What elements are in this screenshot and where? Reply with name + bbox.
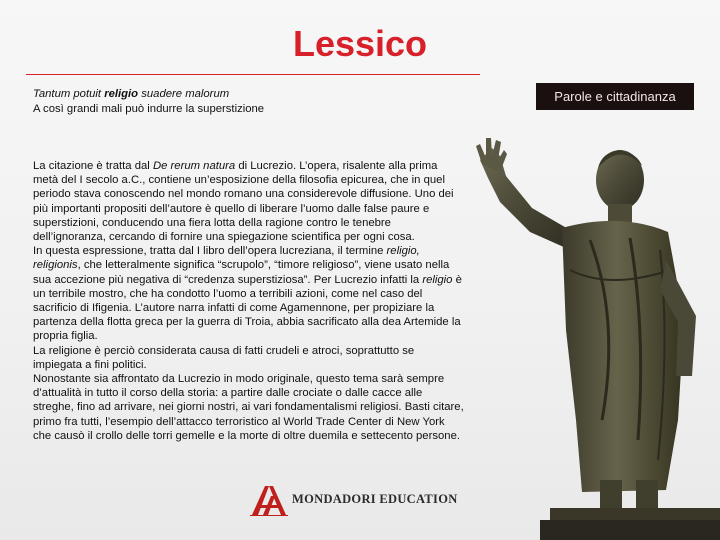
work-title: De rerum natura xyxy=(152,160,236,172)
publisher-logo xyxy=(250,484,480,516)
section-badge: Parole e cittadinanza xyxy=(536,83,694,110)
paragraph-2: In questa espressione, tratta dal I libro dell’opera lucreziana, il termine religio, religionis, che letteralmente significa “scrupolo”, “timore religioso”, viene usato nella sua accezione più negativa di “credenza superstiziosa”. Per Lucrezio infatti la religio è un terribile mostro, che ha condotto l’uomo a terribili azioni, come nel caso del sacrificio di Ifigenia. L’autore narra infatti di come Agamennone, per propiziare la partenza della flotta greca per la guerra di Troia, abbia sacrificato alla dea Artemide la propria figlia. xyxy=(33,245,462,343)
term-religio: religio xyxy=(422,273,453,286)
latin-line: Tantum potuit religio suadere malorum xyxy=(33,88,230,100)
term-religio-religionis: religio, religionis xyxy=(33,245,420,272)
logo-wordmark: MONDADORI EDUCATION xyxy=(292,492,458,506)
keyword-religio: religio xyxy=(104,88,139,100)
mondadori-mark-icon xyxy=(250,484,290,516)
title-rule-end xyxy=(466,74,480,75)
paragraph-3: La religione è perciò considerata causa di fatti crudeli e atroci, soprattutto se impiegata a fini politici. xyxy=(33,344,415,371)
body-text xyxy=(33,159,465,443)
translation-line: A così grandi mali può indurre la superstizione xyxy=(33,103,265,115)
title-rule xyxy=(26,74,466,75)
statue-image xyxy=(470,120,720,540)
paragraph-1: La citazione è tratta dal De rerum natura di Lucrezio. L’opera, risalente alla prima metà del I secolo a.C., contiene un’esposizione della filosofia epicurea, che in quel periodo stava conoscendo nel mondo romano una considerevole diffusione. Uno dei più importanti propositi dell’autore è quello di liberare l’uomo dalle false paure e superstizioni, conducendo una fiera lotta della ragione contro le tenebre dell’ignoranza, cercando di fornire una spiegazione scientifica per ogni cosa. xyxy=(33,160,454,244)
page-title: Lessico xyxy=(292,23,428,64)
latin-quote xyxy=(33,87,463,117)
paragraph-4: Nonostante sia affrontato da Lucrezio in modo originale, questo tema sarà sempre d’attualità in tutto il corso della storia: a partire dalle crociate o dalle cacce alle streghe, fino ad arrivare, nei giorni nostri, ai vari fondamentalismi religiosi. Basti citare, primo fra tutti, l’esempio dell’attacco terroristico al World Trade Center di New York che causò il crollo delle torri gemelle e la morte di oltre duemila e settecento persone. xyxy=(33,373,464,442)
